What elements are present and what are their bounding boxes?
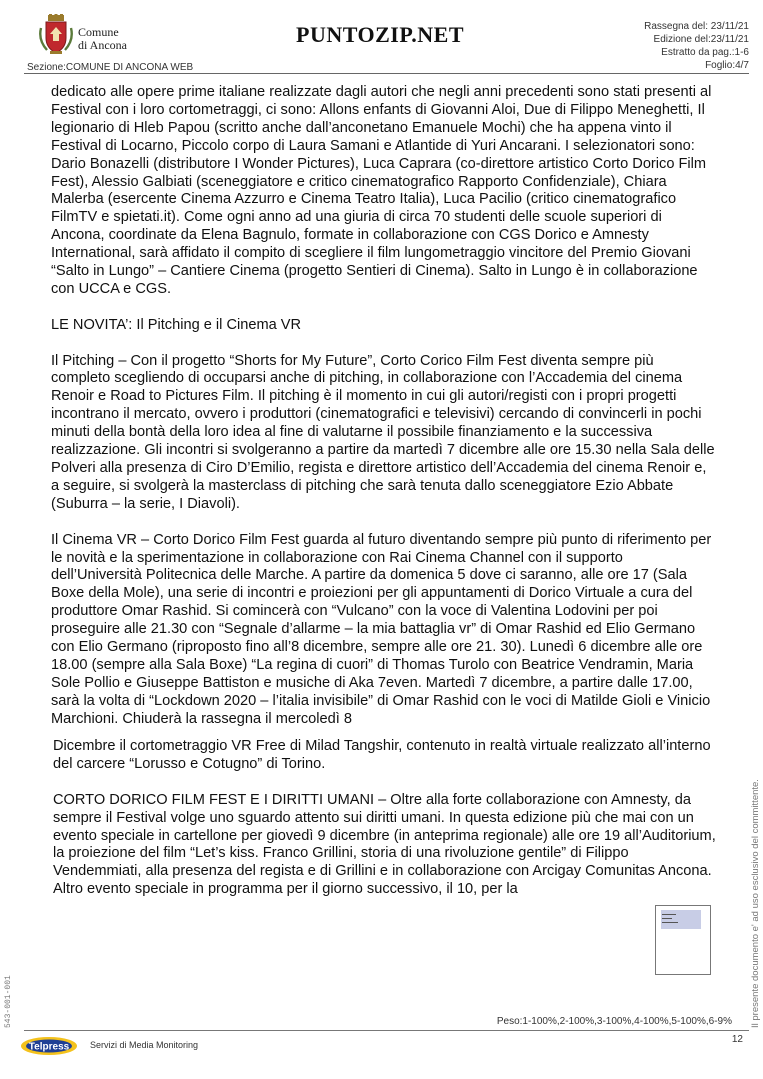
thumbnail-line: [662, 918, 672, 919]
article-body-continued: [53, 738, 718, 899]
masthead-title: PUNTOZIP.NET: [296, 22, 464, 47]
rassegna-date: Rassegna del: 23/11/21: [644, 21, 749, 32]
foglio-count: Foglio:4/7: [705, 60, 749, 71]
press-review-meta: [644, 20, 749, 72]
comune-line2: di Ancona: [78, 38, 127, 52]
estratto-pages: Estratto da pag.:1-6: [661, 47, 749, 58]
paragraph-diritti-umani: CORTO DORICO FILM FEST E I DIRITTI UMANI – Oltre alla forte collaborazione con Amnesty, da sempre il Festival volge uno sguardo attento sui diritti umani. In questa edizione più che mai con un evento speciale in cartellone per giovedì 9 dicembre (in anteprima regionale) alle ore 19 all’Auditorium, la proiezione del film “Let’s kiss. Franco Grillini, storia di una rivoluzione gentile” di Filippo Vendemmiati, alla presenza del regista e di Grillini e in collaborazione con Arcigay Comunitas Ancona. Altro evento speciale in programma per il giorno successivo, il 10, per la: [53, 791, 716, 898]
comune-line1: Comune: [78, 25, 119, 39]
paragraph-cinema-vr: Il Cinema VR – Corto Dorico Film Fest guarda al futuro diventando sempre più punto di riferimento per le novità e la sperimentazione in collaborazione con Rai Cinema Channel con il supporto dell’Università Politecnica delle Marche. A partire da domenica 5 dove ci saranno, alle ore 17 (Sala Boxe della Mole), una serie di incontri e proiezioni per gli appuntamenti di Dorico Virtuale a cura del produttore Omar Rashid. Si comincerà con “Vulcano” con la voce di Valentina Lodovini per poi proseguire alle 21.30 con “Segnale d’allarme – la mia battaglia vr” di Omar Rashid ed Elio Germano con Elio Germano (riproposto fino all’8 dicembre, sempre alle ore 21. 30). Lunedì 6 dicembre alle ore 18.00 (sempre alla Sala Boxe) “La regina di cuori” di Thomas Turolo con Beatrice Vendramin, Maria Sole Pollio e Giuseppe Battiston e musiche di Aka 7even. Martedì 7 dicembre, a partire dalle 17.00, sarà la volta di “Lockdown 2020 – l’italia invisibile” di Omar Rashid con le voci di Matilde Gioli e Vinicio Marchioni. Chiuderà la rassegna il mercoledì 8: [51, 531, 712, 727]
section-label: Sezione:COMUNE DI ANCONA WEB: [27, 62, 194, 73]
document-code: 543-001-001: [4, 975, 13, 1028]
page-thumbnail: [655, 905, 711, 975]
thumbnail-line: [662, 914, 676, 915]
footer-divider: [24, 1030, 749, 1031]
paragraph-opere-prime: dedicato alle opere prime italiane realizzate dagli autori che negli anni precedenti sono stati presenti al Festival con i loro cortometraggi, ci sono: Allons enfants di Giovanni Aloi, Due di Filippo Meneghetti, Il legionario di Hleb Papou (scritto anche dall’anconetano Emanuele Mochi) che ha appena vinto il Festival di Locarno, Piccolo corpo di Laura Samani e Atlantide di Yuri Ancarani. I selezionatori sono: Dario Bonazelli (distributore I Wonder Pictures), Luca Caprara (co-direttore artistico Corto Dorico Film Fest), Alessio Galbiati (sceneggiatore e critico cinematografico Rapporto Confidenziale), Chiara Malerba (esercente Cinema Azzurro e Cinema Teatro Italia), Luca Pacilio (critico cinematografico FilmTV e spietati.it). Come ogni anno ad una giuria di circa 70 studenti delle scuole superiori di Ancona, coordinate da Elena Bagnulo, formate in collaborazione con CGS Dorico e Amnesty International, sarà affidato il compito di scegliere il film lungometraggio vincitore del Premio Giovani “Salto in Lungo” – Cantiere Cinema (progetto Sentieri di Cinema). Salto in Lungo è in collaborazione con UCCA e CGS.: [51, 84, 712, 297]
usage-disclaimer: Il presente documento e' ad uso esclusivo del committente.: [750, 779, 761, 1028]
page-number: 12: [731, 1034, 743, 1045]
header-divider: [24, 73, 749, 74]
peso-percentages: Peso:1-100%,2-100%,3-100%,4-100%,5-100%,6-9%: [496, 1016, 732, 1027]
section-heading-novita: LE NOVITA’: Il Pitching e il Cinema VR: [51, 316, 302, 333]
telpress-logo-text: Telpress: [28, 1041, 70, 1053]
telpress-logo: [20, 1036, 78, 1056]
paragraph-vr-free: Dicembre il cortometraggio VR Free di Milad Tangshir, contenuto in realtà virtuale realizzato all’interno del carcere “Lorusso e Cotugno” di Torino.: [53, 738, 711, 772]
thumbnail-highlight: [661, 910, 701, 929]
thumbnail-line: [662, 922, 678, 923]
edizione-date: Edizione del:23/11/21: [653, 34, 749, 45]
ancona-crest-logo: [38, 14, 74, 56]
footer-service-label: Servizi di Media Monitoring: [90, 1040, 199, 1050]
article-body: [51, 84, 716, 729]
page-header: [0, 0, 763, 75]
paragraph-pitching: Il Pitching – Con il progetto “Shorts for My Future”, Corto Corico Film Fest diventa sempre più completo scegliendo di occuparsi anche di pitching, in collaborazione con l’Accademia del cinema Renoir e Road to Pictures Film. Il pitching è il momento in cui gli autori/registi con i propri progetti incontrano il mercato, ovvero i produttori (cinematografici e televisivi) cercando di convincerli in pochi minuti della bontà della loro idea al fine di valutarne il possibile finanziamento e la successiva realizzazione. Gli incontri si svolgeranno a partire da martedì 7 dicembre alle ore 15.30 nella Sala delle Polveri alla presenza di Ciro D’Emilio, regista e direttore artistico dell’Accademia del cinema Renoir e, a seguire, si svolgerà la masterclass di pitching che sarà tenuta dallo sceneggiatore Ezio Abbate (Suburra – la serie, I Diavoli).: [51, 352, 715, 512]
comune-name: [78, 26, 127, 52]
